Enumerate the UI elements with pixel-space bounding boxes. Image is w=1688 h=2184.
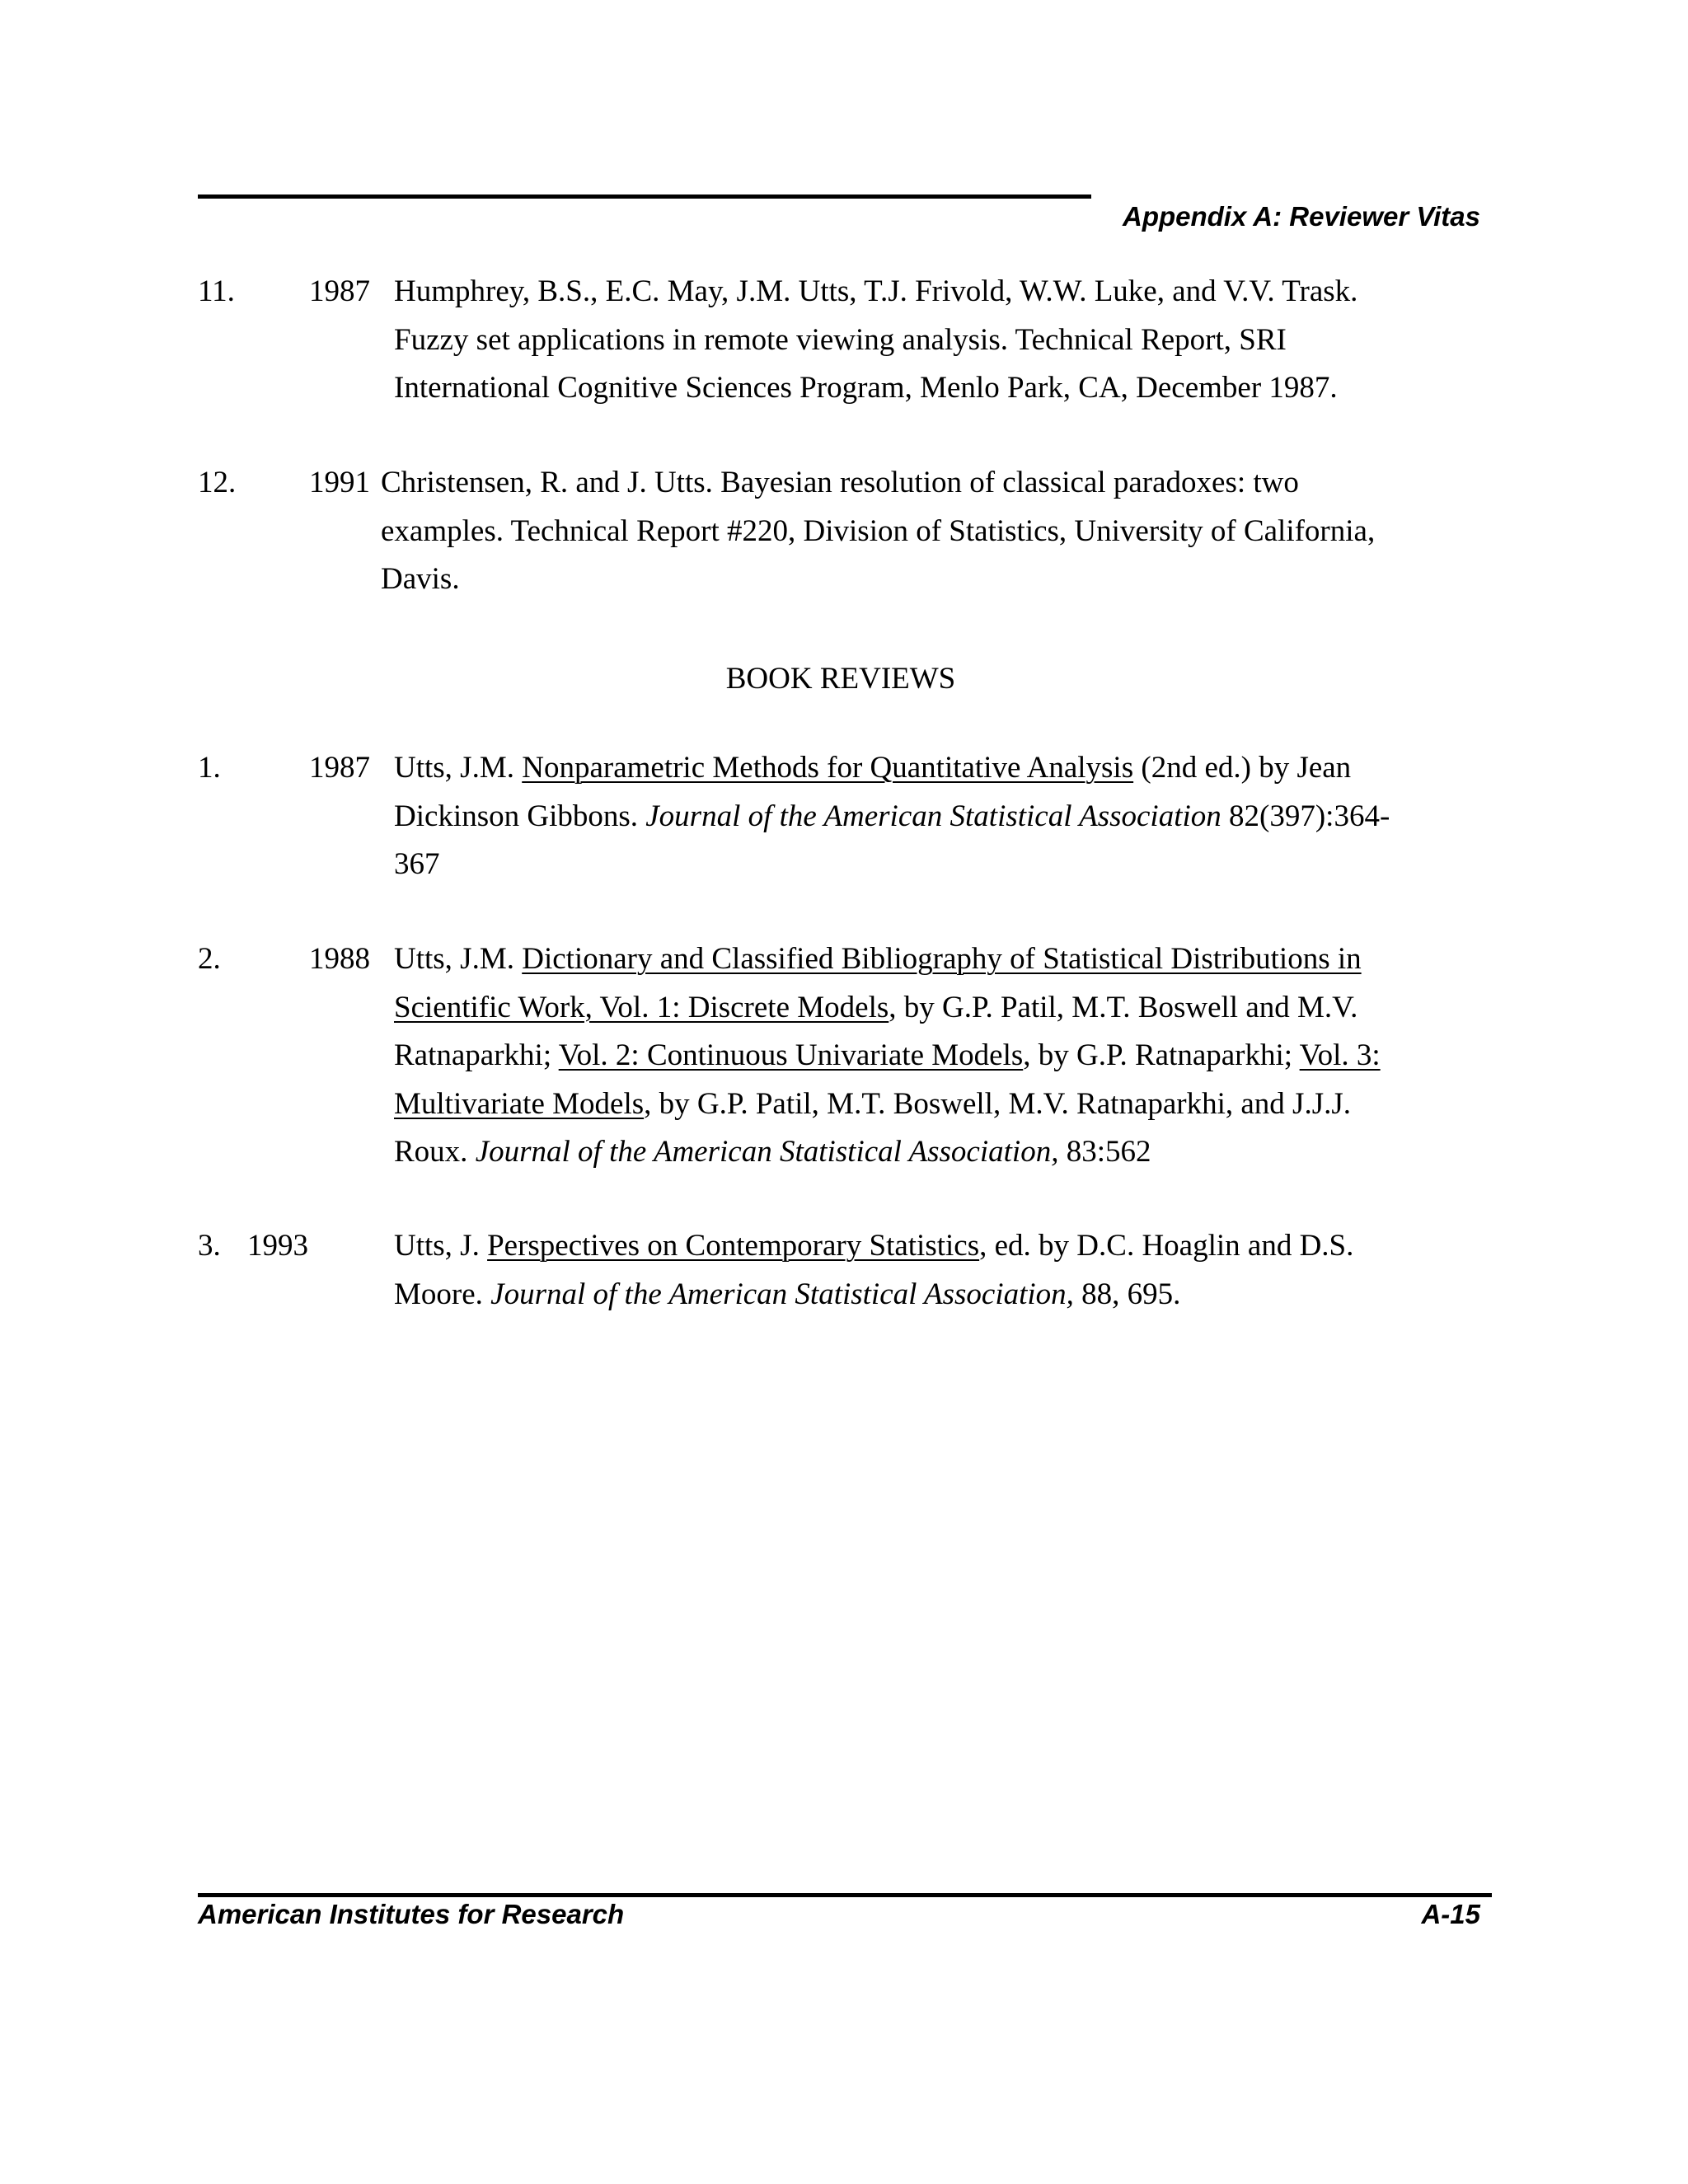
underlined-title: Nonparametric Methods for Quantitative Analysis <box>522 751 1134 785</box>
citation-text: , by G.P. Patil, M.T. Boswell, M.V. Ratnaparkhi, and J.J.J. <box>644 1086 1352 1121</box>
citation-line <box>394 364 1490 413</box>
citation-line <box>394 268 1490 316</box>
citation-text: 82(397):364- <box>1221 799 1390 833</box>
footer-organization: American Institutes for Research <box>198 1899 625 1929</box>
entry-year: 1993 <box>247 1229 308 1263</box>
citation-text: examples. Technical Report #220, Division of Statistics, University of California, <box>381 513 1376 548</box>
citation-text: , by G.P. Ratnaparkhi; <box>1023 1038 1300 1072</box>
citation-text: Moore. <box>394 1277 491 1311</box>
citation-text: Davis. <box>381 562 460 596</box>
citation-text: (2nd ed.) by Jean <box>1133 751 1352 785</box>
citation-line <box>394 1080 1490 1129</box>
entry-citation <box>394 744 1490 889</box>
footer-page-number: A-15 <box>1421 1899 1480 1929</box>
footer-rule <box>198 1893 1492 1897</box>
entry-number: 2. <box>198 942 221 976</box>
header-rule <box>198 194 1091 199</box>
entry-number: 3. <box>198 1229 221 1263</box>
citation-text: Ratnaparkhi; <box>394 1038 559 1072</box>
underlined-title: Perspectives on Contemporary Statistics <box>487 1229 980 1263</box>
header-title: Appendix A: Reviewer Vitas <box>1122 201 1480 232</box>
section-heading-book-reviews: BOOK REVIEWS <box>725 662 956 696</box>
entry-citation <box>381 459 1477 604</box>
citation-line <box>394 841 1490 889</box>
citation-line <box>394 1128 1490 1177</box>
citation-text: Humphrey, B.S., E.C. May, J.M. Utts, T.J. Frivold, W.W. Luke, and V.V. Trask. <box>394 274 1358 308</box>
entry-number: 12. <box>198 466 237 499</box>
citation-line <box>394 984 1490 1033</box>
citation-text: Christensen, R. and J. Utts. Bayesian resolution of classical paradoxes: two <box>381 466 1299 499</box>
underlined-title: Dictionary and Classified Bibliography of Statistical Distributions in <box>522 942 1362 976</box>
entry-year: 1988 <box>309 942 370 976</box>
citation-line <box>394 1032 1490 1080</box>
citation-text: Utts, J.M. <box>394 751 523 785</box>
citation-text: Dickinson Gibbons. <box>394 799 646 833</box>
citation-text: 88, 695. <box>1073 1277 1181 1311</box>
entry-citation <box>394 935 1490 1177</box>
citation-text: , ed. by D.C. Hoaglin and D.S. <box>979 1229 1354 1263</box>
citation-line <box>394 316 1490 365</box>
entry-number: 1. <box>198 751 221 785</box>
underlined-title: Scientific Work, Vol. 1: Discrete Models <box>394 990 889 1024</box>
citation-text: International Cognitive Sciences Program, Menlo Park, CA, December 1987. <box>394 371 1338 405</box>
citation-text: Utts, J.M. <box>394 942 523 976</box>
citation-line <box>394 1222 1490 1271</box>
citation-line <box>381 555 1477 604</box>
citation-text: Utts, J. <box>394 1229 488 1263</box>
entry-year: 1991 <box>309 466 370 499</box>
journal-name: Journal of the American Statistical Association, <box>490 1277 1074 1311</box>
citation-line <box>381 459 1477 508</box>
citation-line <box>394 744 1490 793</box>
citation-line <box>381 508 1477 556</box>
entry-citation <box>394 268 1490 413</box>
underlined-title: Vol. 2: Continuous Univariate Models <box>558 1038 1024 1072</box>
citation-text: Roux. <box>394 1135 476 1169</box>
entry-year: 1987 <box>309 751 370 785</box>
citation-text: Fuzzy set applications in remote viewing analysis. Technical Report, SRI <box>394 322 1287 357</box>
citation-text: 367 <box>394 847 440 881</box>
citation-line <box>394 793 1490 841</box>
entry-year: 1987 <box>309 274 370 308</box>
citation-text: , by G.P. Patil, M.T. Boswell and M.V. <box>889 990 1358 1024</box>
citation-line <box>394 935 1490 984</box>
entry-citation <box>394 1222 1490 1319</box>
journal-name: Journal of the American Statistical Association <box>645 799 1221 833</box>
underlined-title: Vol. 3: <box>1299 1038 1381 1072</box>
journal-name: Journal of the American Statistical Association, <box>475 1135 1059 1169</box>
citation-text: 83:562 <box>1058 1135 1151 1169</box>
citation-line <box>394 1271 1490 1319</box>
entry-number: 11. <box>198 274 235 308</box>
underlined-title: Multivariate Models <box>394 1086 645 1121</box>
